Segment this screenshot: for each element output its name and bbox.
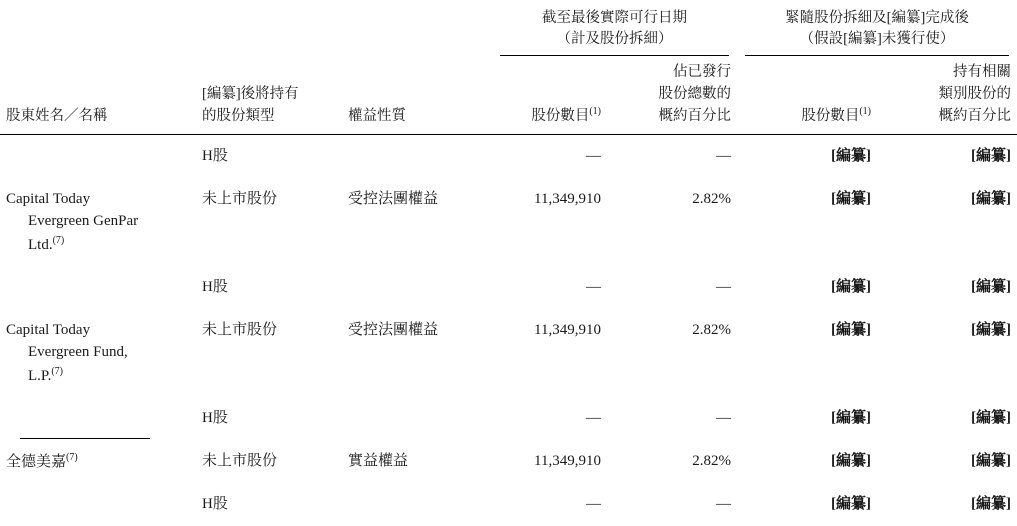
column-header-line: 佔已發行 <box>673 64 731 81</box>
group-header-spacer <box>342 0 492 52</box>
table-row <box>0 135 1017 178</box>
column-header-line: [編纂]後將持有 <box>202 85 299 102</box>
group-header-line1: 緊隨股份拆細及[編纂]完成後 <box>785 10 969 26</box>
group-header-spacer <box>0 0 196 52</box>
column-header-pct-1 <box>607 56 737 134</box>
footnote-marker: (7) <box>66 451 78 463</box>
cell-share-class: 未上市股份 <box>202 321 278 338</box>
cell-nature: 實益權益 <box>348 452 409 469</box>
cell-holder-name <box>0 266 196 309</box>
cell-nature: 受控法團權益 <box>348 190 439 207</box>
column-header-line: 股東姓名／名稱 <box>6 107 108 124</box>
cell-share-class: 未上市股份 <box>202 452 278 469</box>
holder-name-cont2 <box>6 364 190 388</box>
column-header-share-class <box>196 56 342 134</box>
cell-pct-2: [編纂] <box>971 321 1011 338</box>
cell-nature <box>342 397 492 440</box>
cell-shares-1: — <box>586 279 601 296</box>
cell-pct-1: — <box>716 279 731 296</box>
holder-name-cont: Evergreen Fund, <box>28 344 128 361</box>
column-header-line: 權益性質 <box>348 107 406 124</box>
table-row <box>0 309 1017 398</box>
group-header-line2: （計及股份拆細） <box>556 31 673 48</box>
footnote-marker: (1) <box>859 105 871 117</box>
holder-name-text: 全德美嘉 <box>6 453 67 470</box>
column-header-line: 類別股份的 <box>938 85 1011 102</box>
cell-share-class: H股 <box>202 279 228 296</box>
holder-name-text: Capital Today <box>6 321 91 338</box>
cell-holder-name <box>0 135 196 178</box>
group-header-line2: （假設[編纂]未獲行使） <box>799 31 955 48</box>
cell-pct-1: 2.82% <box>692 190 731 207</box>
cell-share-class: 未上市股份 <box>202 190 278 207</box>
holder-name-text: Capital Today <box>6 190 91 207</box>
cell-holder-name <box>0 397 196 440</box>
cell-pct-2: [編纂] <box>971 452 1011 469</box>
column-header-line: 的股份類型 <box>202 107 275 124</box>
cell-pct-2: [編纂] <box>971 279 1011 296</box>
footnote-marker: (7) <box>51 365 64 377</box>
table-body <box>0 135 1017 526</box>
table-row <box>0 440 1017 484</box>
holder-name-cont2 <box>6 233 190 257</box>
column-header-line <box>743 104 871 128</box>
cell-shares-2: [編纂] <box>831 452 871 469</box>
holder-name-cont: Evergreen GenPar <box>28 213 139 230</box>
cell-shares-1: — <box>586 410 601 427</box>
holder-name-text: Ltd. <box>28 236 53 253</box>
cell-pct-2: [編纂] <box>971 148 1011 165</box>
group-header-after-split <box>737 0 1017 52</box>
cell-shares-1: 11,349,910 <box>534 452 601 469</box>
cell-pct-2: [編纂] <box>971 190 1011 207</box>
column-header-holder-name <box>0 56 196 134</box>
table-header <box>0 0 1017 135</box>
footnote-marker: (1) <box>589 105 601 117</box>
footnote-marker: (7) <box>52 234 65 246</box>
column-header-line <box>498 104 601 128</box>
group-header-as-of-latest <box>492 0 737 52</box>
group-header-spacer <box>196 0 342 52</box>
cell-holder-name <box>0 440 196 484</box>
holder-name-text: L.P. <box>28 367 52 384</box>
cell-shares-2: [編纂] <box>831 148 871 165</box>
cell-nature <box>342 266 492 309</box>
cell-pct-1: 2.82% <box>692 452 731 469</box>
column-header-line: 股份總數的 <box>658 85 731 102</box>
cell-shares-2: [編纂] <box>831 321 871 338</box>
cell-pct-1: — <box>716 410 731 427</box>
cell-nature <box>342 483 492 526</box>
cell-nature: 受控法團權益 <box>348 321 439 338</box>
column-header-shares-2 <box>737 56 877 134</box>
cell-share-class: H股 <box>202 410 228 427</box>
column-header-text: 股份數目 <box>801 107 860 124</box>
cell-pct-2: [編纂] <box>971 410 1011 427</box>
column-header-row <box>0 56 1017 134</box>
cell-shares-1: — <box>586 148 601 165</box>
cell-share-class: H股 <box>202 148 228 165</box>
column-header-line: 概約百分比 <box>658 107 731 124</box>
column-header-shares-1 <box>492 56 607 134</box>
column-header-pct-2 <box>877 56 1017 134</box>
cell-shares-1: — <box>586 496 601 513</box>
cell-holder-name <box>0 309 196 398</box>
table-row <box>0 483 1017 526</box>
cell-holder-name <box>0 178 196 267</box>
footnote-separator-rule <box>20 438 150 439</box>
cell-share-class: H股 <box>202 496 228 513</box>
cell-holder-name <box>0 483 196 526</box>
cell-shares-1: 11,349,910 <box>534 321 601 338</box>
column-header-nature <box>342 56 492 134</box>
cell-shares-2: [編纂] <box>831 496 871 513</box>
cell-pct-1: — <box>716 148 731 165</box>
table-row <box>0 397 1017 440</box>
column-header-text: 股份數目 <box>531 107 590 124</box>
cell-pct-1: — <box>716 496 731 513</box>
group-header-row <box>0 0 1017 52</box>
cell-shares-2: [編纂] <box>831 190 871 207</box>
cell-nature <box>342 135 492 178</box>
column-header-line: 概約百分比 <box>938 107 1011 124</box>
cell-shares-1: 11,349,910 <box>534 190 601 207</box>
group-header-line1: 截至最後實際可行日期 <box>542 10 687 26</box>
column-header-line: 持有相關 <box>953 64 1011 81</box>
table-row <box>0 178 1017 267</box>
cell-pct-1: 2.82% <box>692 321 731 338</box>
table-row <box>0 266 1017 309</box>
cell-shares-2: [編纂] <box>831 279 871 296</box>
cell-pct-2: [編纂] <box>971 496 1011 513</box>
cell-shares-2: [編纂] <box>831 410 871 427</box>
